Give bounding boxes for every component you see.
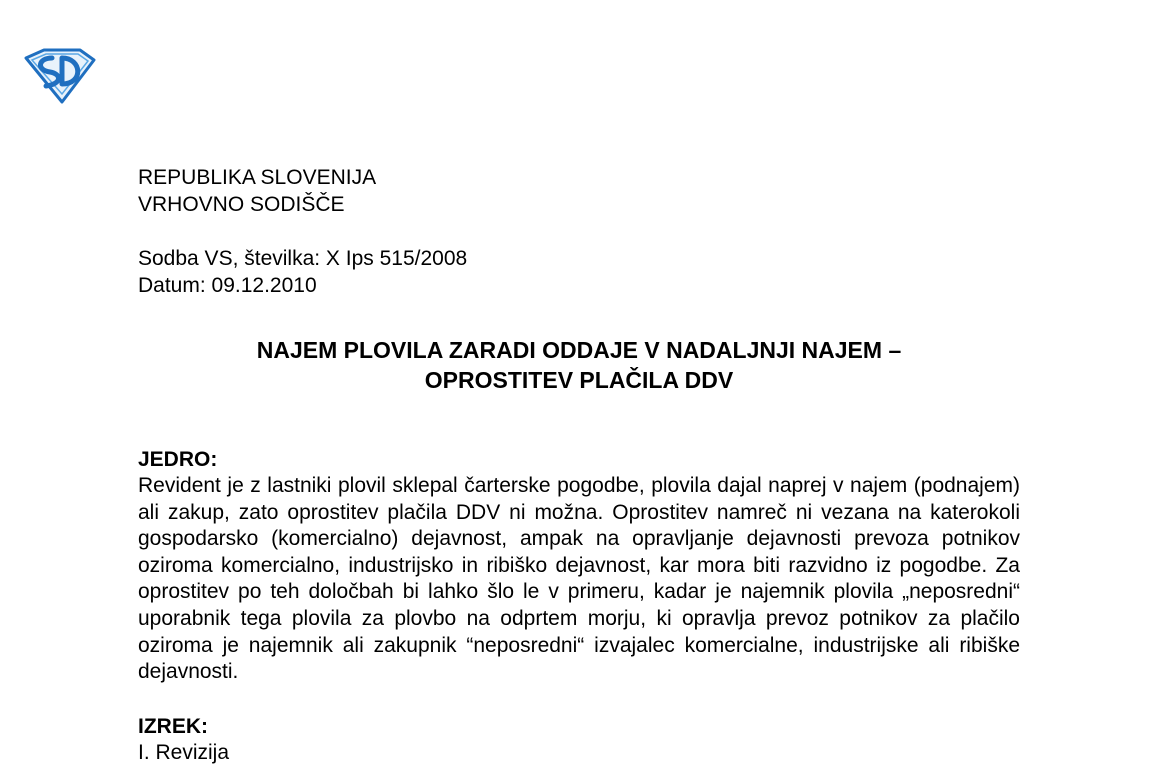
izrek-heading: IZREK: [138,714,208,738]
case-reference [138,245,1020,299]
document-body [138,164,1020,766]
izrek-paragraph: I. Revizija [138,740,230,764]
document-title [138,335,1020,395]
title-line-2: OPROSTITEV PLAČILA DDV [424,367,734,393]
case-date: Datum: 09.12.2010 [138,274,317,297]
title-line-1: NAJEM PLOVILA ZARADI ODDAJE V NADALJNJI NAJEM – [256,337,902,363]
court-name: VRHOVNO SODIŠČE [138,193,345,216]
jedro-heading: JEDRO: [138,448,218,471]
court-logo-icon [22,48,98,104]
court-header [138,164,1020,218]
jedro-paragraph: Revident je z lastniki plovil sklepal čarterske pogodbe, plovila dajal naprej v najem (podnajem) ali zakup, zato oprostitev plačila DDV ni možna. Oprostitev namreč ni vezana na katerokoli gospodarsko (komercialno) dejavnost, ampak na opravljanje dejavnosti prevoza potnikov oziroma komercialno, industrijsko in ribiško dejavnost, kar mora biti razvidno iz pogodbe. Za oprostitev po teh določbah bi lahko šlo le v primeru, kadar je najemnik plovila „neposredni“ uporabnik tega plovila za plovbo na odprtem morju, ki opravlja prevoz potnikov za plačilo oziroma je najemnik ali zakupnik “neposredni“ izvajalec komercialne, industrijske ali ribiške dejavnosti. [138,474,1020,684]
country-name: REPUBLIKA SLOVENIJA [138,166,377,189]
case-number: Sodba VS, številka: X Ips 515/2008 [138,247,468,270]
